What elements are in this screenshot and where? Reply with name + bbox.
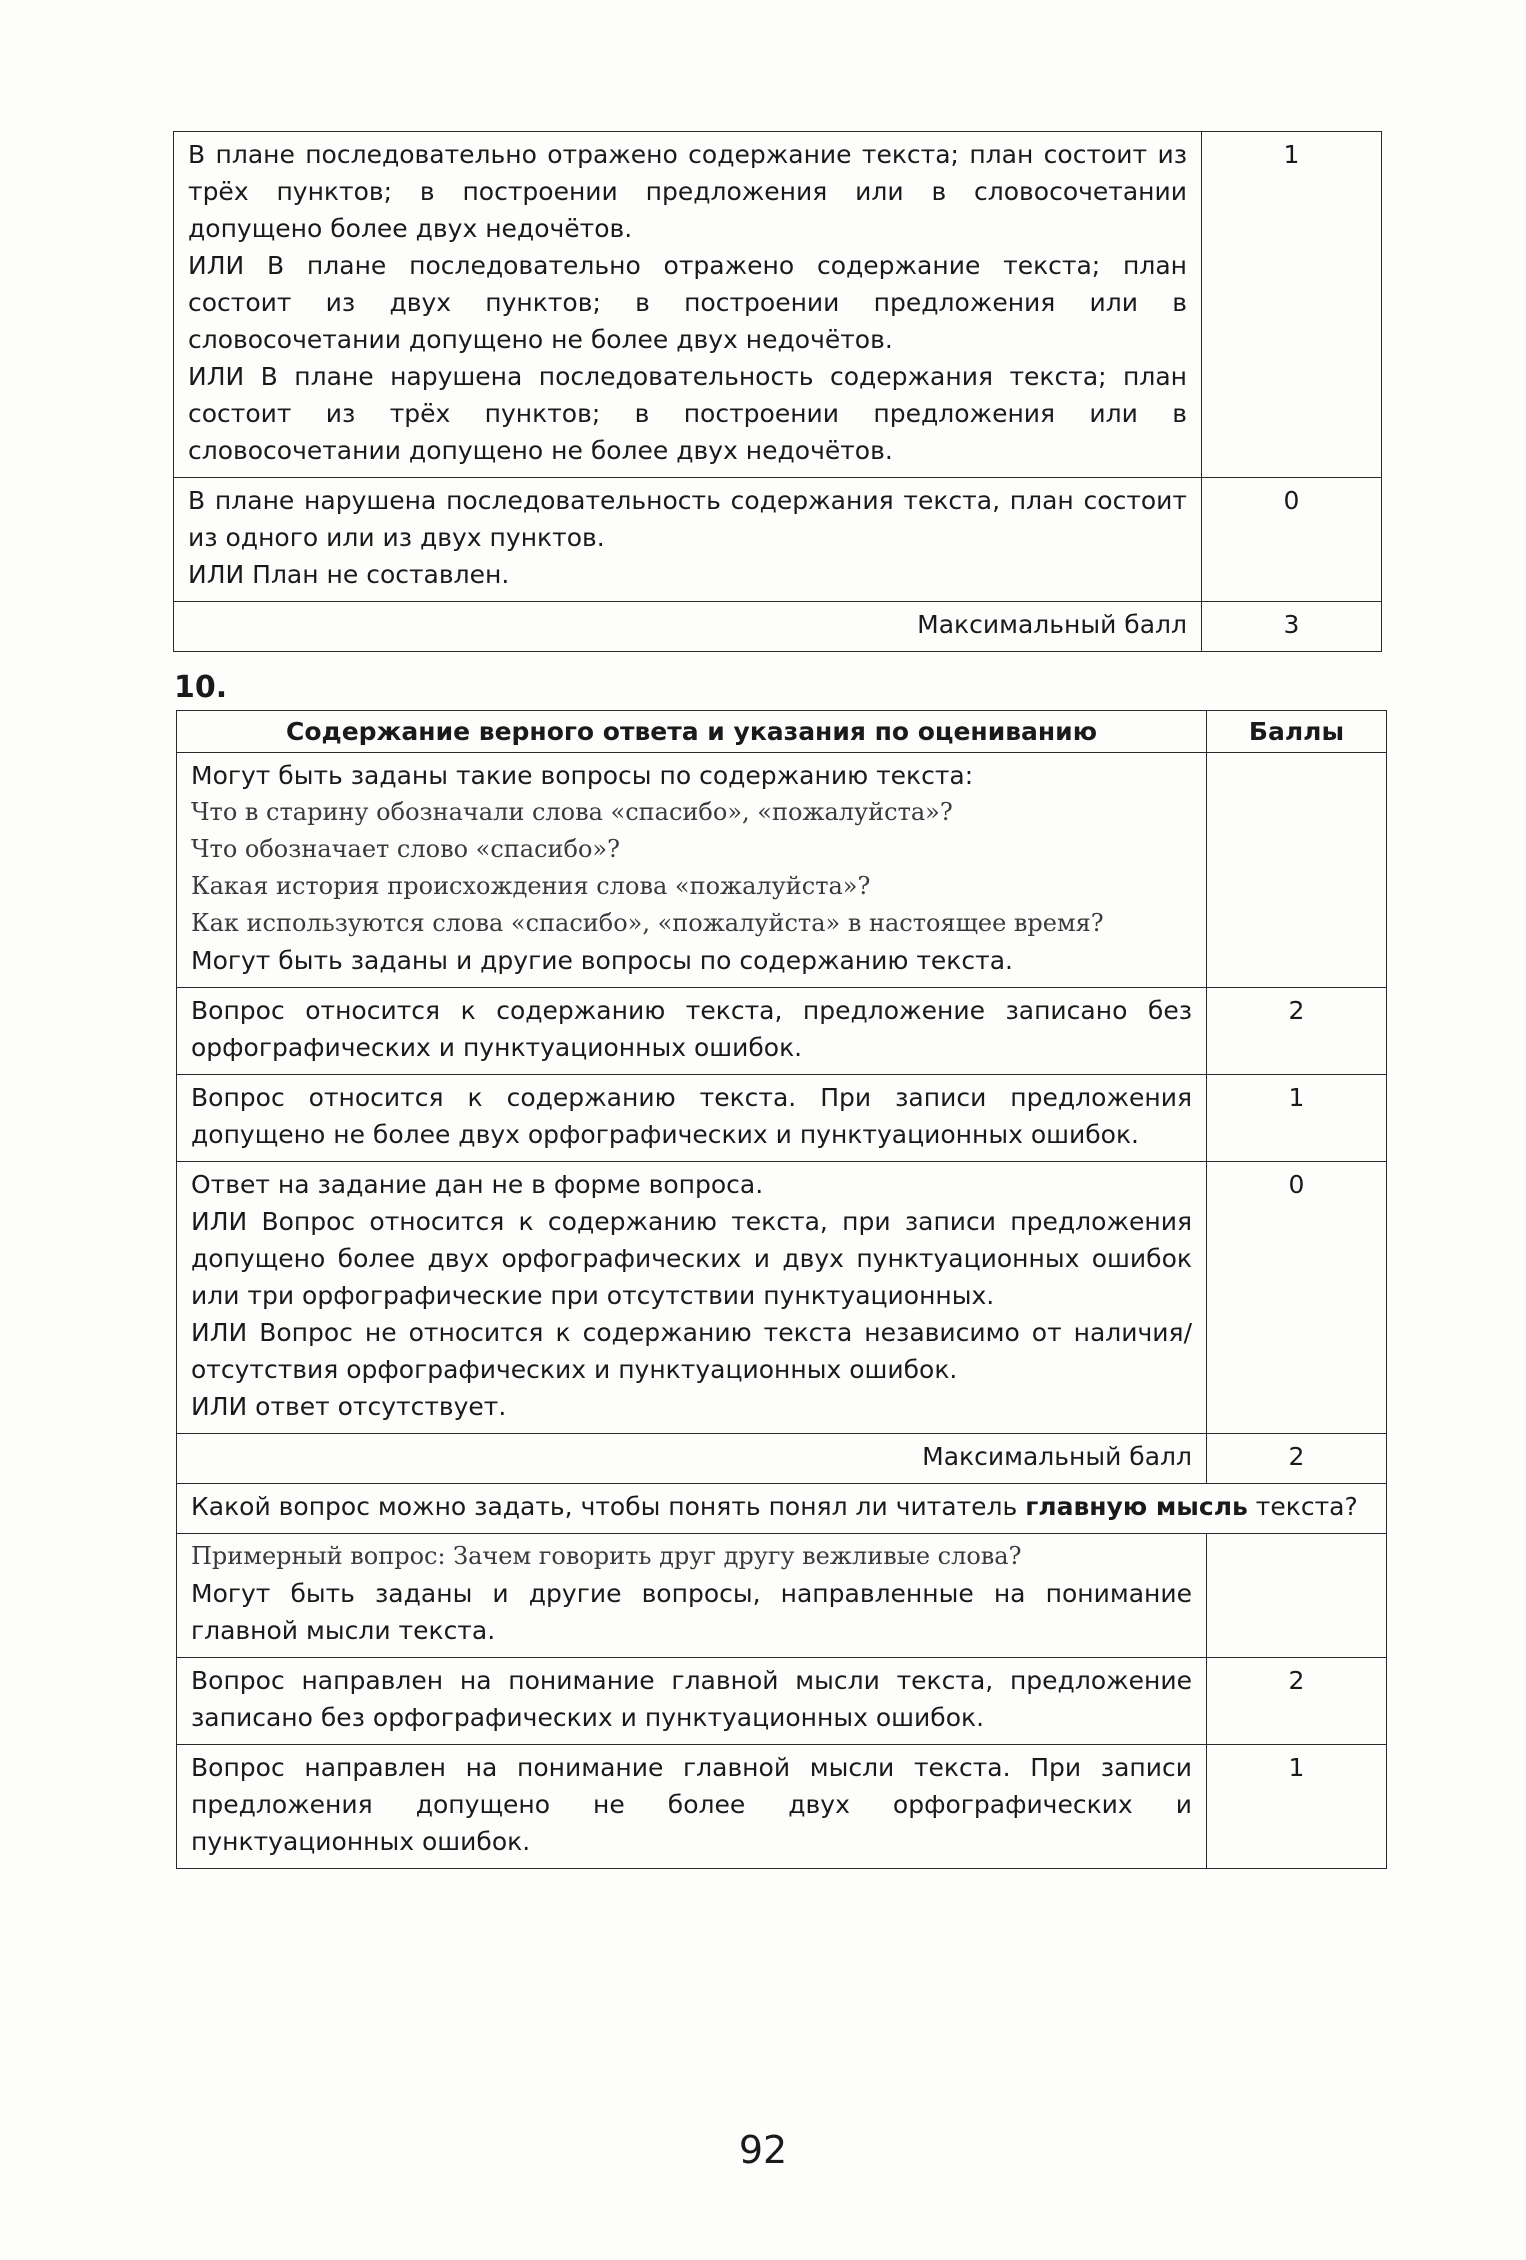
sample-question: Какая история происхождения слова «пожалуйста»? [191, 872, 871, 900]
sample-question: Что обозначает слово «спасибо»? [191, 835, 620, 863]
criteria-line: ИЛИ Вопрос относится к содержанию текста, при записи предложения допущено более двух орфографических и двух пунктуационных ошибок или три орфографические при отсутствии пунктуационных. [191, 1207, 1192, 1310]
question-cell [177, 1484, 1387, 1534]
max-score-value: 2 [1207, 1434, 1387, 1484]
criteria-line: В плане последовательно отражено содержание текста; план состоит из трёх пунктов; в построении предложения или в словосочетании допущено более двух недочётов. [188, 140, 1187, 243]
table-row [177, 1162, 1387, 1434]
question-bold: главную мысль [1025, 1492, 1248, 1521]
intro-tail: Могут быть заданы и другие вопросы по содержанию текста. [191, 946, 1013, 975]
score-cell: 2 [1207, 1658, 1387, 1745]
table-row [177, 1075, 1387, 1162]
question-prefix: Какой вопрос можно задать, чтобы понять понял ли читатель [191, 1492, 1026, 1521]
score-cell: 0 [1202, 478, 1382, 602]
criteria-line: ИЛИ ответ отсутствует. [191, 1392, 507, 1421]
score-cell: 1 [1202, 132, 1382, 478]
max-score-row [174, 602, 1382, 652]
max-score-value: 3 [1202, 602, 1382, 652]
criteria-cell [174, 478, 1202, 602]
criteria-cell [177, 1075, 1207, 1162]
criteria-cell [177, 1162, 1207, 1434]
question-suffix: текста? [1247, 1492, 1358, 1521]
criteria-cell [177, 988, 1207, 1075]
table-row [177, 1534, 1387, 1658]
score-cell: 1 [1207, 1745, 1387, 1869]
criteria-line: В плане нарушена последовательность содержания текста, план состоит из одного или из двух пунктов. [188, 486, 1187, 552]
criteria-cell [177, 1658, 1207, 1745]
criteria-line: ИЛИ В плане нарушена последовательность содержания текста; план состоит из трёх пунктов; в построении предложения или в словосочетании допущено не более двух недочётов. [188, 362, 1187, 465]
max-score-row [177, 1434, 1387, 1484]
intro-lead: Могут быть заданы такие вопросы по содержанию текста: [191, 761, 974, 790]
table-row [174, 478, 1382, 602]
table-header-row [177, 711, 1387, 753]
task-number: 10. [174, 670, 228, 705]
table-row [177, 753, 1387, 988]
criteria-line: ИЛИ Вопрос не относится к содержанию текста независимо от наличия/отсутствия орфографических и пунктуационных ошибок. [191, 1318, 1192, 1384]
scoring-table-previous [173, 131, 1382, 652]
header-points: Баллы [1207, 711, 1387, 753]
table-row [174, 132, 1382, 478]
criteria-cell [174, 132, 1202, 478]
criteria-cell [177, 1745, 1207, 1869]
criteria-line: ИЛИ План не составлен. [188, 560, 510, 589]
table-row [177, 1658, 1387, 1745]
score-cell: 1 [1207, 1075, 1387, 1162]
score-cell-empty [1207, 1534, 1387, 1658]
criteria-line: Вопрос относится к содержанию текста. При записи предложения допущено не более двух орфографических и пунктуационных ошибок. [191, 1083, 1192, 1149]
sample-question: Как используются слова «спасибо», «пожалуйста» в настоящее время? [191, 909, 1104, 937]
max-score-label: Максимальный балл [174, 602, 1202, 652]
table-row [177, 988, 1387, 1075]
sample-question: Что в старину обозначали слова «спасибо», «пожалуйста»? [191, 798, 953, 826]
sample-tail: Могут быть заданы и другие вопросы, направленные на понимание главной мысли текста. [191, 1579, 1192, 1645]
criteria-line: Вопрос направлен на понимание главной мысли текста. При записи предложения допущено не более двух орфографических и пунктуационных ошибок. [191, 1753, 1192, 1856]
score-cell-empty [1207, 753, 1387, 988]
max-score-label: Максимальный балл [177, 1434, 1207, 1484]
criteria-line: Вопрос относится к содержанию текста, предложение записано без орфографических и пунктуационных ошибок. [191, 996, 1192, 1062]
criteria-line: Ответ на задание дан не в форме вопроса. [191, 1170, 764, 1199]
intro-cell [177, 753, 1207, 988]
score-cell: 0 [1207, 1162, 1387, 1434]
question-row [177, 1484, 1387, 1534]
scoring-table-task-10 [176, 710, 1387, 1869]
sample-cell [177, 1534, 1207, 1658]
criteria-line: ИЛИ В плане последовательно отражено содержание текста; план состоит из двух пунктов; в построении предложения или в словосочетании допущено не более двух недочётов. [188, 251, 1187, 354]
score-cell: 2 [1207, 988, 1387, 1075]
page-number: 92 [738, 2128, 788, 2172]
header-content: Содержание верного ответа и указания по оцениванию [177, 711, 1207, 753]
table-row [177, 1745, 1387, 1869]
criteria-line: Вопрос направлен на понимание главной мысли текста, предложение записано без орфографических и пунктуационных ошибок. [191, 1666, 1192, 1732]
sample-question: Примерный вопрос: Зачем говорить друг другу вежливые слова? [191, 1542, 1022, 1570]
